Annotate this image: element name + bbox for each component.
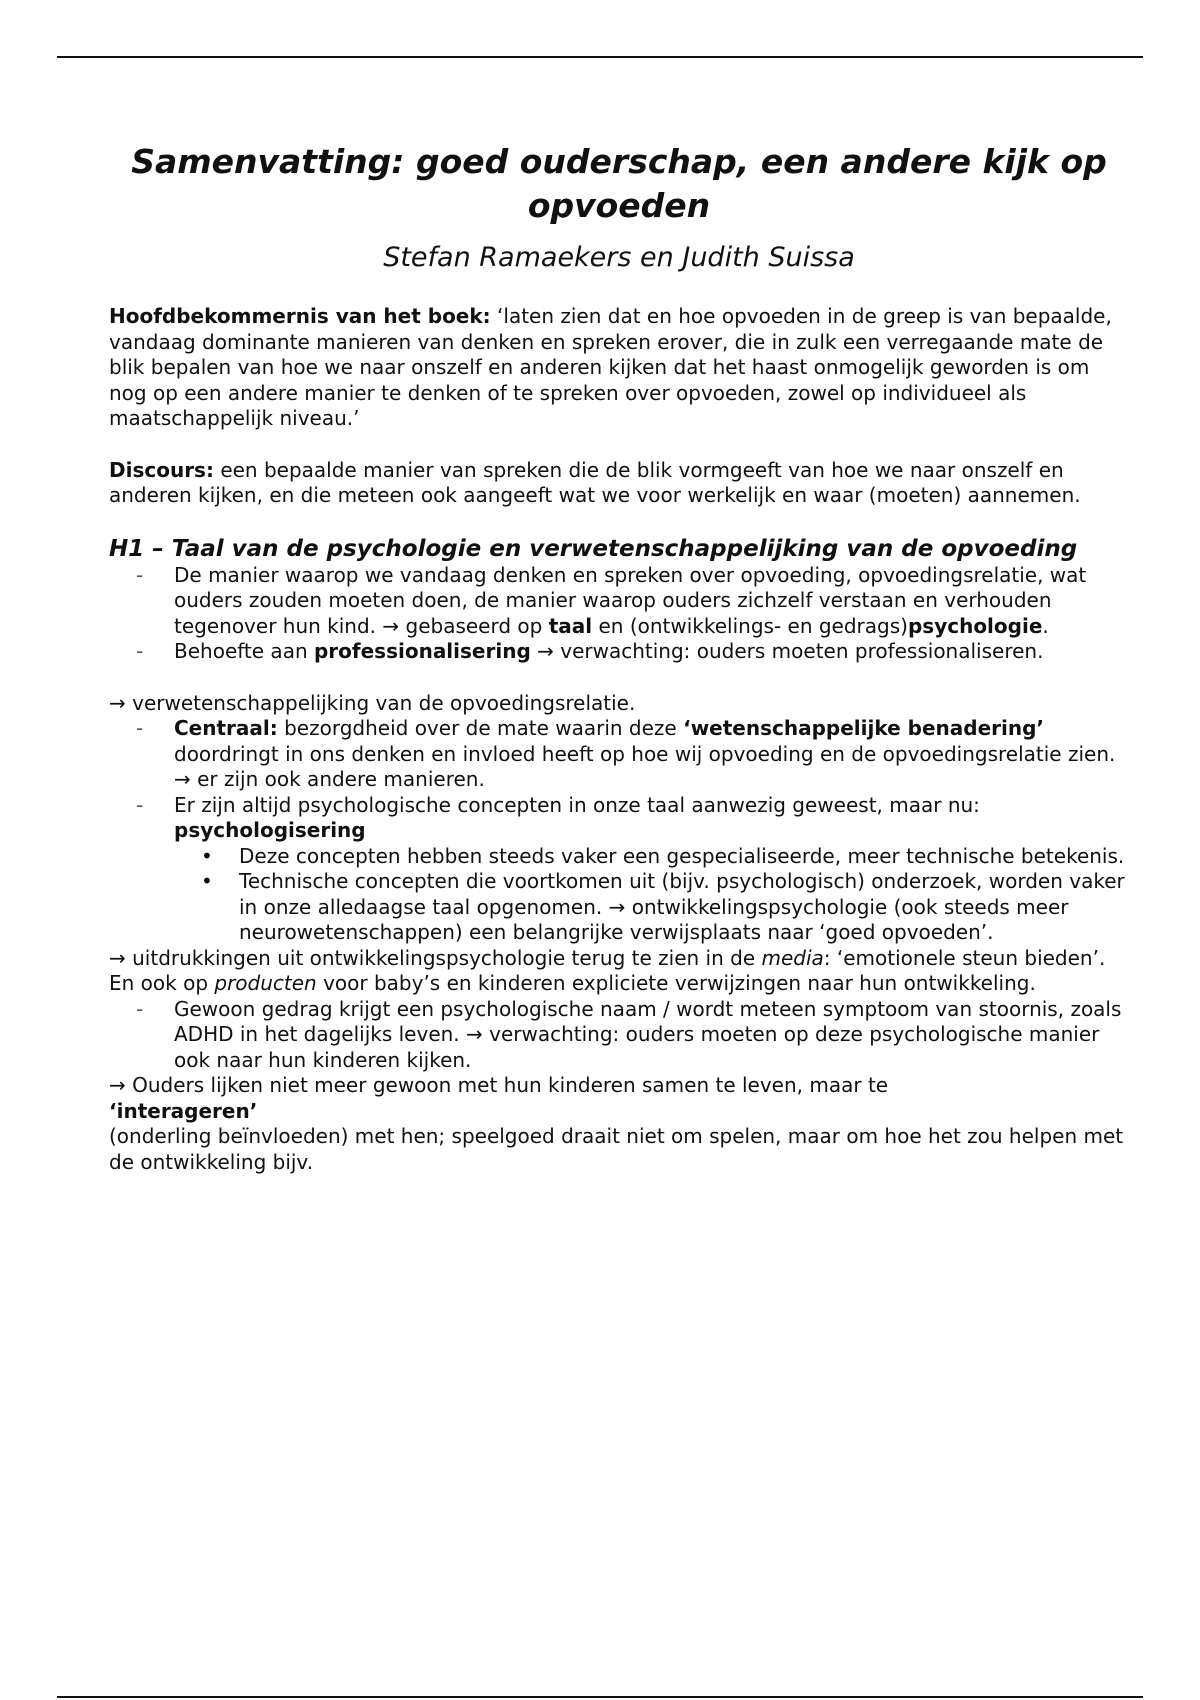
- arrow-verwetenschappelijking: → verwetenschappelijking van de opvoedingsrelatie.: [109, 690, 636, 715]
- list-item: [109, 563, 1129, 640]
- bullet-marker: •: [201, 869, 213, 893]
- emphasis-psychologie: psychologie: [907, 613, 1043, 638]
- emphasis-producten: producten: [214, 971, 317, 995]
- paragraph-ouders: [109, 1073, 1129, 1124]
- emphasis-centraal: Centraal:: [174, 716, 278, 740]
- discours-text: een bepaalde manier van spreken die de blik vormgeeft van hoe we naar onszelf en anderen kijken, en die meteen ook aangeeft wat we voor werkelijk en waar (moeten) aannemen.: [109, 457, 1081, 507]
- sublist-psychologisering: [174, 844, 1129, 946]
- sublist-item-text: Technische concepten die voortkomen uit (bijv. psychologisch) onderzoek, worden vaker in onze alledaagse taal opgenomen. → ontwikkelingspsychologie (ook steeds meer neurowetenschappen) een belangrijke verwijsplaats naar ‘goed opvoeden’.: [239, 869, 1125, 944]
- emphasis-interageren: ‘interageren’: [109, 1098, 258, 1123]
- bottom-rule: [57, 1696, 1143, 1698]
- list-centraal: [109, 716, 1129, 946]
- document-title: Samenvatting: goed ouderschap, een andere kijk op opvoeden: [131, 142, 1107, 225]
- list-item: [109, 716, 1129, 793]
- dash-marker: -: [136, 562, 144, 587]
- list-item: [109, 793, 1129, 946]
- emphasis-professionalisering: professionalisering: [313, 639, 531, 663]
- list-item-text: Behoefte aan: [174, 639, 314, 663]
- top-rule: [57, 56, 1143, 58]
- document-authors: Stefan Ramaekers en Judith Suissa: [383, 242, 855, 273]
- emphasis-psychologisering: psychologisering: [174, 818, 366, 842]
- list-gewoon-gedrag: [109, 997, 1129, 1074]
- bullet-marker: •: [201, 843, 213, 868]
- dash-marker: -: [136, 792, 144, 817]
- document-body: [109, 140, 1129, 1175]
- sublist-item-text: Deze concepten hebben steeds vaker een gespecialiseerde, meer technische betekenis.: [239, 843, 1125, 868]
- paragraph-text: → Ouders lijken niet meer gewoon met hun kinderen samen te leven, maar te: [109, 1073, 889, 1097]
- list-taal-psychologie: [109, 563, 1129, 665]
- list-item-text: bezorgdheid over de mate waarin deze: [277, 716, 684, 740]
- dash-marker: -: [136, 996, 144, 1021]
- discours-label: Discours:: [109, 457, 214, 482]
- list-item: [109, 639, 1129, 665]
- paragraph-text: → uitdrukkingen uit ontwikkelingspsychologie terug te zien in de: [109, 945, 762, 970]
- list-item-text: .: [1042, 613, 1049, 638]
- intro-discours: [109, 458, 1129, 509]
- list-item-text: doordringt in ons denken en invloed heeft op hoe wij opvoeding en de opvoedingsrelatie zien. → er zijn ook andere manieren.: [174, 741, 1116, 791]
- hoofdbekommernis-text: ‘laten zien dat en hoe opvoeden in de greep is van bepaalde, vandaag dominante manieren van denken en spreken erover, die in zulk een verregaande mate de blik bepalen van hoe we naar onszelf en anderen kijken dat het haast onmogelijk geworden is om nog op een andere manier te denken of te spreken over opvoeden, zowel op individueel als maatschappelijk niveau.’: [109, 304, 1112, 430]
- sublist-item: [174, 869, 1129, 946]
- sublist-item: [174, 844, 1129, 870]
- emphasis-media: media: [761, 945, 824, 970]
- list-item-text: en (ontwikkelings- en gedrags): [592, 613, 908, 638]
- paragraph-text: voor baby’s en kinderen expliciete verwijzingen naar hun ontwikkeling.: [316, 971, 1036, 995]
- paragraph-text: : ‘emotionele steun bieden’. En ook op: [109, 945, 1106, 995]
- list-item-text: → verwachting: ouders moeten professionaliseren.: [530, 639, 1044, 663]
- intro-hoofdbekommernis: [109, 304, 1129, 432]
- list-item-text: Er zijn altijd psychologische concepten in onze taal aanwezig geweest, maar nu:: [174, 792, 980, 817]
- section-heading-h1: H1 – Taal van de psychologie en verwetenschappelijking van de opvoeding: [109, 535, 1078, 562]
- list-item: [109, 997, 1129, 1074]
- list-item-text: Gewoon gedrag krijgt een psychologische naam / wordt meteen symptoom van stoornis, zoals ADHD in het dagelijks leven. → verwachting: ouders moeten op deze psychologische manier ook naar hun kinderen kijken.: [174, 996, 1122, 1072]
- dash-marker: -: [136, 639, 144, 663]
- list-item-text: De manier waarop we vandaag denken en spreken over opvoeding, opvoedingsrelatie, wat ouders zouden moeten doen, de manier waarop ouders zichzelf verstaan en verhouden tegenover hun kind. → gebaseerd op: [174, 562, 1087, 638]
- emphasis-wetenschappelijke-benadering: ‘wetenschappelijke benadering’: [683, 716, 1045, 740]
- emphasis-taal: taal: [548, 613, 593, 638]
- paragraph-onderling: (onderling beïnvloeden) met hen; speelgoed draait niet om spelen, maar om hoe het zou helpen met de ontwikkeling bijv.: [109, 1124, 1124, 1174]
- hoofdbekommernis-label: Hoofdbekommernis van het boek:: [109, 304, 491, 328]
- dash-marker: -: [136, 716, 144, 740]
- paragraph-media: [109, 946, 1129, 997]
